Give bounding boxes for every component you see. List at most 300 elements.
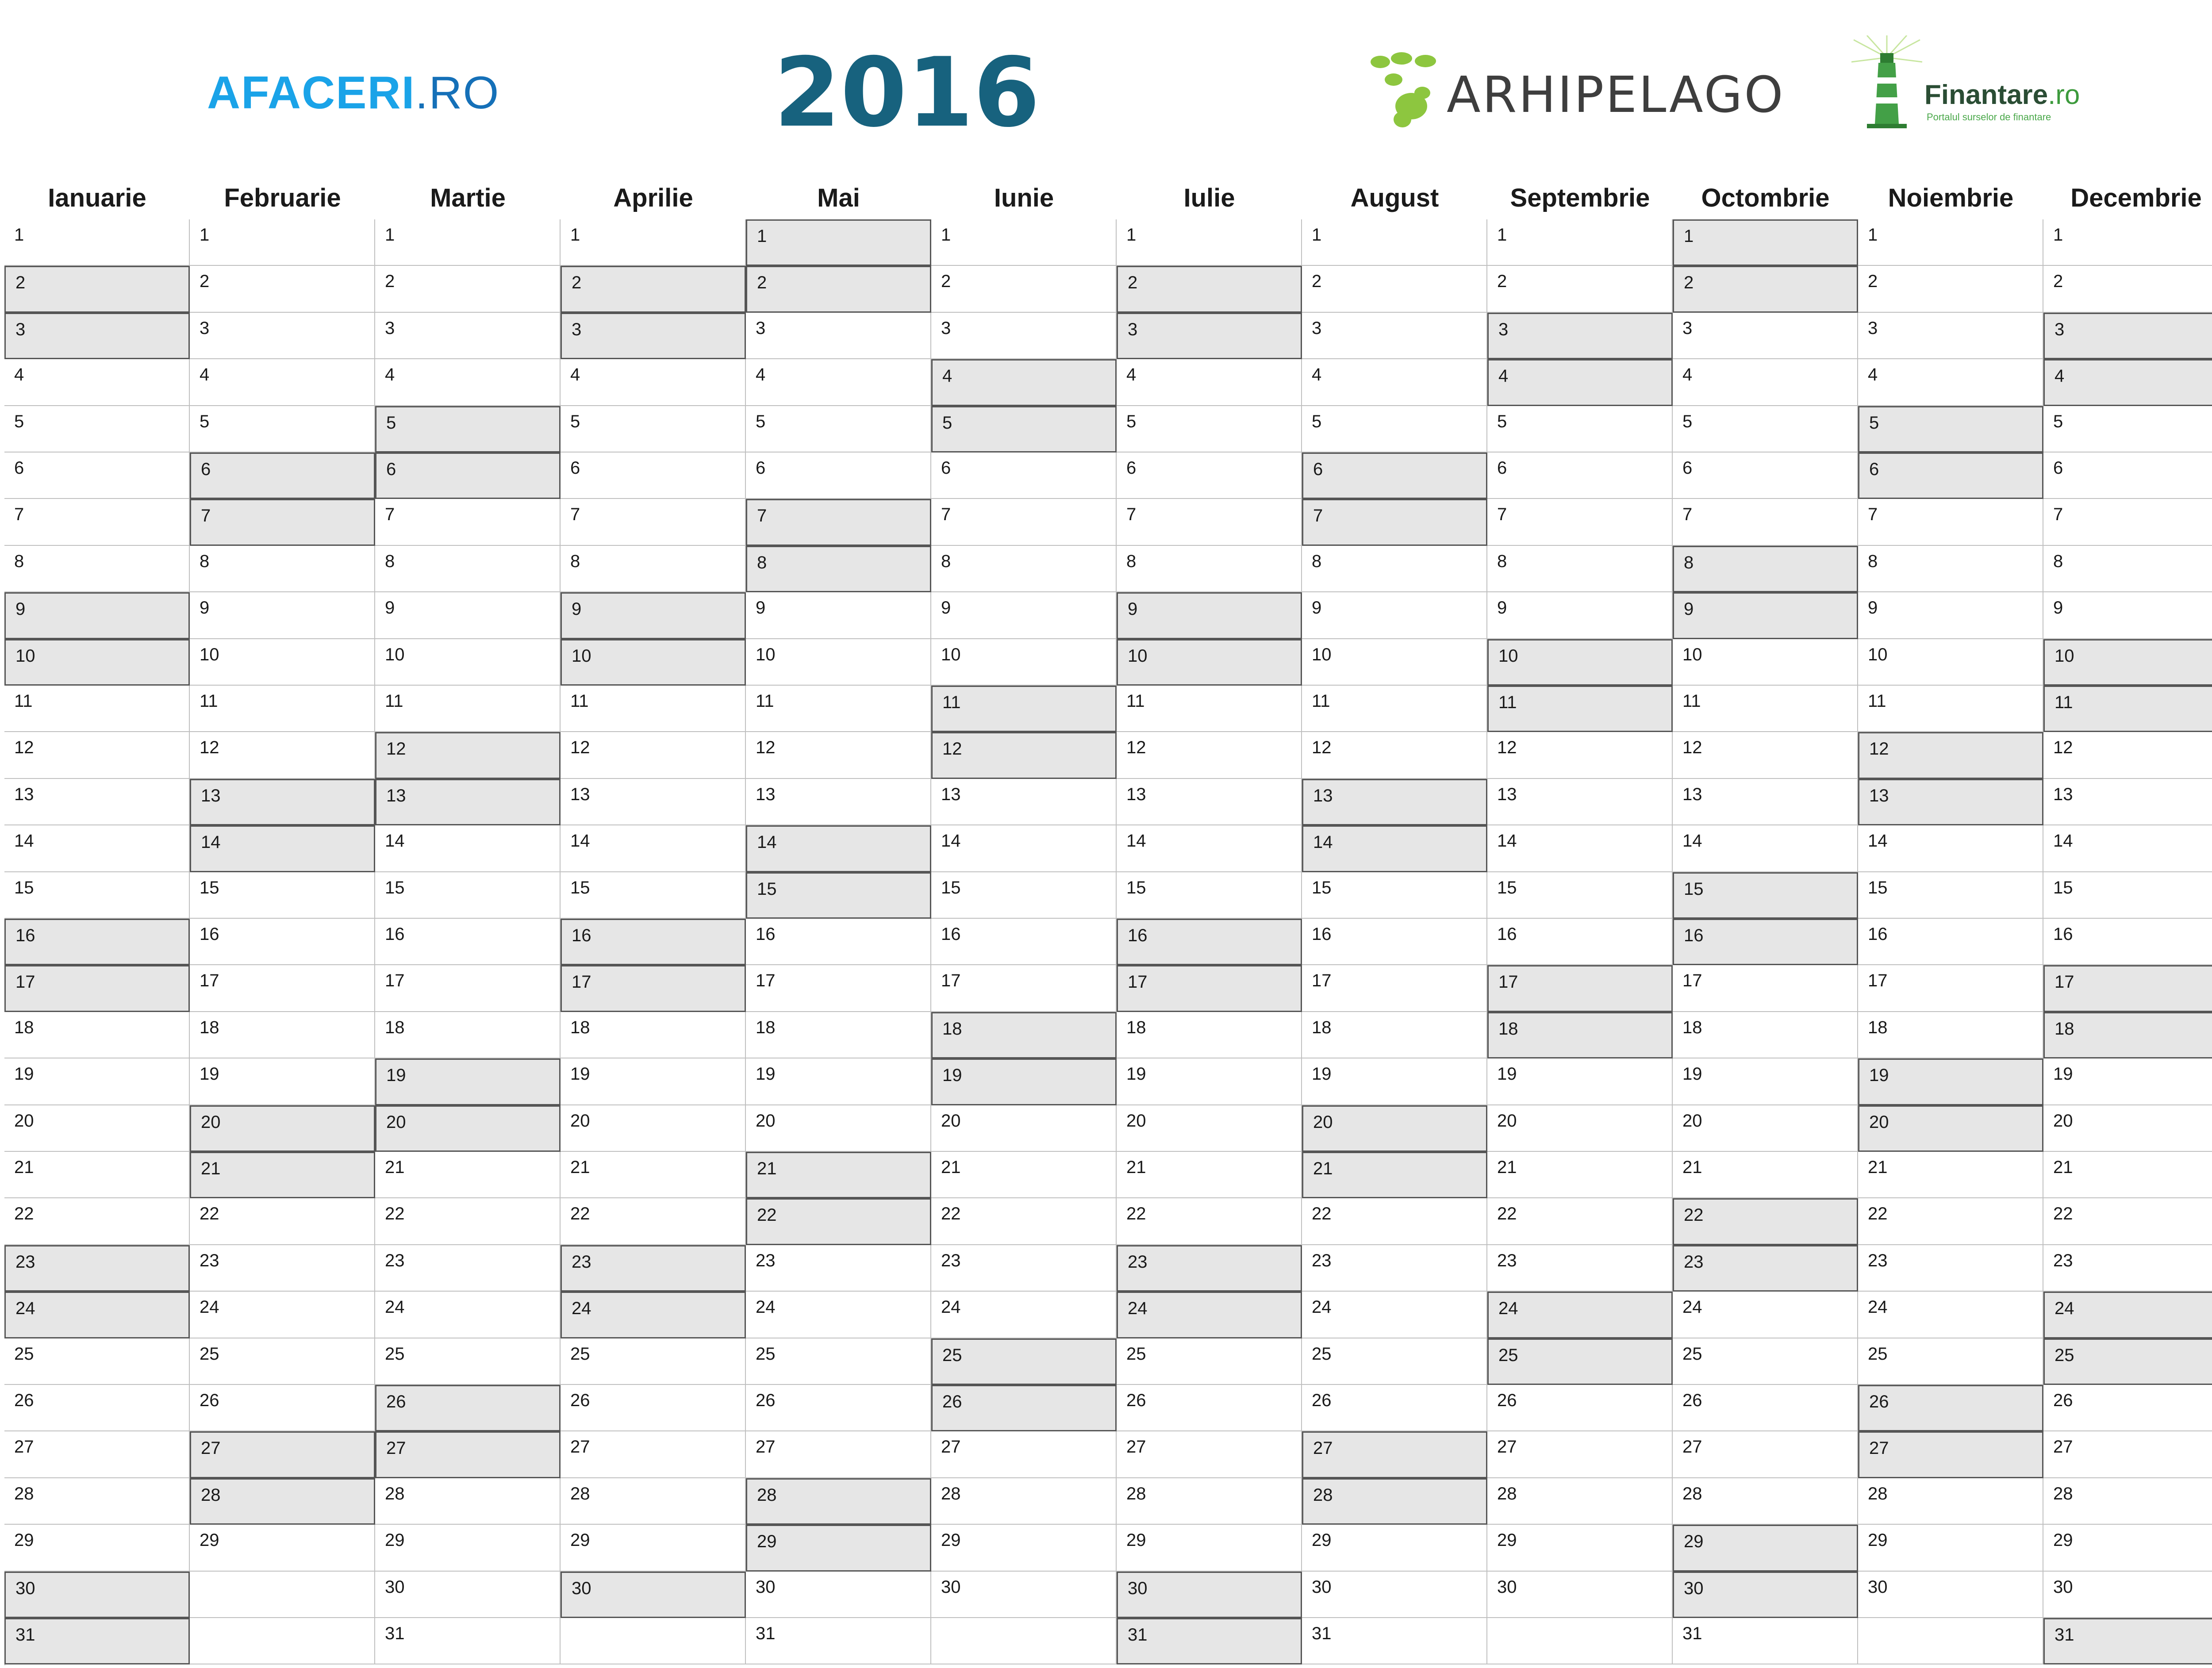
day-cell[interactable] xyxy=(375,639,561,686)
day-cell[interactable] xyxy=(190,686,375,732)
day-cell[interactable] xyxy=(1487,452,1673,499)
day-cell[interactable] xyxy=(2043,359,2212,406)
day-cell[interactable] xyxy=(1858,825,2043,872)
day-cell[interactable] xyxy=(561,639,746,686)
day-cell[interactable] xyxy=(375,1572,561,1618)
day-cell[interactable] xyxy=(1673,1385,1858,1431)
day-cell[interactable] xyxy=(190,1058,375,1105)
day-cell[interactable] xyxy=(1673,1292,1858,1338)
day-cell[interactable] xyxy=(4,1478,190,1525)
day-cell[interactable] xyxy=(1302,639,1487,686)
day-cell[interactable] xyxy=(561,1012,746,1058)
day-cell[interactable] xyxy=(1117,779,1302,825)
day-cell[interactable] xyxy=(1673,1572,1858,1618)
day-cell[interactable] xyxy=(746,1105,931,1152)
day-cell[interactable] xyxy=(931,592,1117,639)
day-cell[interactable] xyxy=(2043,639,2212,686)
day-cell[interactable] xyxy=(1858,1152,2043,1198)
day-cell[interactable] xyxy=(561,1338,746,1385)
day-cell[interactable] xyxy=(1117,1525,1302,1571)
day-cell[interactable] xyxy=(1487,872,1673,919)
day-cell[interactable] xyxy=(1487,1058,1673,1105)
day-cell[interactable] xyxy=(746,313,931,359)
day-cell[interactable] xyxy=(1858,313,2043,359)
day-cell[interactable] xyxy=(4,1245,190,1292)
day-cell[interactable] xyxy=(4,639,190,686)
day-cell[interactable] xyxy=(746,1245,931,1292)
day-cell[interactable] xyxy=(931,732,1117,778)
day-cell[interactable] xyxy=(1487,639,1673,686)
day-cell[interactable] xyxy=(931,825,1117,872)
day-cell[interactable] xyxy=(4,546,190,592)
day-cell[interactable] xyxy=(1858,359,2043,406)
day-cell[interactable] xyxy=(190,219,375,266)
day-cell[interactable] xyxy=(931,546,1117,592)
day-cell[interactable] xyxy=(375,1478,561,1525)
day-cell[interactable] xyxy=(1117,686,1302,732)
day-cell[interactable] xyxy=(375,1198,561,1245)
day-cell[interactable] xyxy=(375,732,561,778)
day-cell[interactable] xyxy=(561,266,746,312)
day-cell[interactable] xyxy=(190,779,375,825)
day-cell[interactable] xyxy=(1302,1338,1487,1385)
day-cell[interactable] xyxy=(1673,872,1858,919)
day-cell[interactable] xyxy=(746,639,931,686)
day-cell[interactable] xyxy=(375,546,561,592)
day-cell[interactable] xyxy=(2043,1105,2212,1152)
day-cell[interactable] xyxy=(1302,919,1487,965)
day-cell[interactable] xyxy=(1673,1012,1858,1058)
day-cell[interactable] xyxy=(4,266,190,312)
day-cell[interactable] xyxy=(1487,359,1673,406)
day-cell[interactable] xyxy=(1858,1525,2043,1571)
day-cell[interactable] xyxy=(1487,1198,1673,1245)
day-cell[interactable] xyxy=(1858,1292,2043,1338)
day-cell[interactable] xyxy=(375,825,561,872)
day-cell[interactable] xyxy=(1487,1245,1673,1292)
day-cell[interactable] xyxy=(1858,592,2043,639)
day-cell[interactable] xyxy=(746,919,931,965)
day-cell[interactable] xyxy=(746,1525,931,1571)
day-cell[interactable] xyxy=(746,965,931,1012)
day-cell[interactable] xyxy=(561,1572,746,1618)
day-cell[interactable] xyxy=(375,1431,561,1478)
day-cell[interactable] xyxy=(4,732,190,778)
day-cell[interactable] xyxy=(375,872,561,919)
day-cell[interactable] xyxy=(375,1245,561,1292)
arhipelago-logo[interactable] xyxy=(1367,49,1785,137)
day-cell[interactable] xyxy=(1117,919,1302,965)
day-cell[interactable] xyxy=(4,1431,190,1478)
finantare-logo[interactable] xyxy=(1849,35,2097,137)
day-cell[interactable] xyxy=(190,1105,375,1152)
day-cell[interactable] xyxy=(375,1338,561,1385)
day-cell[interactable] xyxy=(4,1105,190,1152)
day-cell[interactable] xyxy=(2043,1198,2212,1245)
day-cell[interactable] xyxy=(931,779,1117,825)
day-cell[interactable] xyxy=(2043,779,2212,825)
day-cell[interactable] xyxy=(746,546,931,592)
day-cell[interactable] xyxy=(4,452,190,499)
day-cell[interactable] xyxy=(1673,266,1858,312)
day-cell[interactable] xyxy=(375,1292,561,1338)
day-cell[interactable] xyxy=(931,219,1117,266)
day-cell[interactable] xyxy=(561,313,746,359)
day-cell[interactable] xyxy=(746,1385,931,1431)
day-cell[interactable] xyxy=(375,359,561,406)
day-cell[interactable] xyxy=(746,1431,931,1478)
day-cell[interactable] xyxy=(4,1152,190,1198)
day-cell[interactable] xyxy=(1858,1245,2043,1292)
day-cell[interactable] xyxy=(1117,219,1302,266)
day-cell[interactable] xyxy=(1117,452,1302,499)
day-cell[interactable] xyxy=(746,592,931,639)
day-cell[interactable] xyxy=(2043,1525,2212,1571)
day-cell[interactable] xyxy=(561,406,746,452)
day-cell[interactable] xyxy=(931,1245,1117,1292)
day-cell[interactable] xyxy=(1302,266,1487,312)
day-cell[interactable] xyxy=(931,1478,1117,1525)
day-cell[interactable] xyxy=(190,499,375,545)
day-cell[interactable] xyxy=(1302,1245,1487,1292)
day-cell[interactable] xyxy=(1302,1152,1487,1198)
day-cell[interactable] xyxy=(746,219,931,266)
day-cell[interactable] xyxy=(1673,1152,1858,1198)
day-cell[interactable] xyxy=(561,1431,746,1478)
day-cell[interactable] xyxy=(1673,1478,1858,1525)
day-cell[interactable] xyxy=(2043,965,2212,1012)
day-cell[interactable] xyxy=(4,686,190,732)
day-cell[interactable] xyxy=(931,452,1117,499)
day-cell[interactable] xyxy=(931,639,1117,686)
day-cell[interactable] xyxy=(190,919,375,965)
day-cell[interactable] xyxy=(4,1292,190,1338)
day-cell[interactable] xyxy=(2043,266,2212,312)
day-cell[interactable] xyxy=(1673,779,1858,825)
day-cell[interactable] xyxy=(931,359,1117,406)
day-cell[interactable] xyxy=(561,1292,746,1338)
day-cell[interactable] xyxy=(1487,825,1673,872)
day-cell[interactable] xyxy=(1858,732,2043,778)
day-cell[interactable] xyxy=(1117,359,1302,406)
day-cell[interactable] xyxy=(1117,592,1302,639)
day-cell[interactable] xyxy=(190,406,375,452)
day-cell[interactable] xyxy=(1117,872,1302,919)
day-cell[interactable] xyxy=(2043,1478,2212,1525)
day-cell[interactable] xyxy=(1487,919,1673,965)
day-cell[interactable] xyxy=(4,359,190,406)
day-cell[interactable] xyxy=(4,825,190,872)
day-cell[interactable] xyxy=(2043,872,2212,919)
day-cell[interactable] xyxy=(1302,825,1487,872)
day-cell[interactable] xyxy=(1302,499,1487,545)
day-cell[interactable] xyxy=(1302,1431,1487,1478)
day-cell[interactable] xyxy=(1673,965,1858,1012)
day-cell[interactable] xyxy=(1302,1012,1487,1058)
day-cell[interactable] xyxy=(1117,1338,1302,1385)
day-cell[interactable] xyxy=(375,779,561,825)
day-cell[interactable] xyxy=(1487,1292,1673,1338)
day-cell[interactable] xyxy=(561,592,746,639)
day-cell[interactable] xyxy=(931,686,1117,732)
day-cell[interactable] xyxy=(746,266,931,312)
day-cell[interactable] xyxy=(1487,732,1673,778)
day-cell[interactable] xyxy=(746,1338,931,1385)
day-cell[interactable] xyxy=(2043,1572,2212,1618)
day-cell[interactable] xyxy=(1858,406,2043,452)
day-cell[interactable] xyxy=(1117,1292,1302,1338)
day-cell[interactable] xyxy=(931,872,1117,919)
day-cell[interactable] xyxy=(1673,1431,1858,1478)
day-cell[interactable] xyxy=(561,499,746,545)
day-cell[interactable] xyxy=(931,965,1117,1012)
day-cell[interactable] xyxy=(746,406,931,452)
day-cell[interactable] xyxy=(1487,686,1673,732)
day-cell[interactable] xyxy=(375,266,561,312)
day-cell[interactable] xyxy=(4,1385,190,1431)
afaceri-logo[interactable] xyxy=(207,67,500,119)
day-cell[interactable] xyxy=(2043,1058,2212,1105)
day-cell[interactable] xyxy=(2043,686,2212,732)
day-cell[interactable] xyxy=(1858,779,2043,825)
day-cell[interactable] xyxy=(561,872,746,919)
day-cell[interactable] xyxy=(1302,872,1487,919)
day-cell[interactable] xyxy=(561,1525,746,1571)
day-cell[interactable] xyxy=(4,499,190,545)
day-cell[interactable] xyxy=(190,592,375,639)
day-cell[interactable] xyxy=(1117,1012,1302,1058)
day-cell[interactable] xyxy=(561,732,746,778)
day-cell[interactable] xyxy=(2043,1292,2212,1338)
day-cell[interactable] xyxy=(190,1198,375,1245)
day-cell[interactable] xyxy=(190,872,375,919)
day-cell[interactable] xyxy=(2043,313,2212,359)
day-cell[interactable] xyxy=(375,1012,561,1058)
day-cell[interactable] xyxy=(4,1572,190,1618)
day-cell[interactable] xyxy=(1302,592,1487,639)
day-cell[interactable] xyxy=(1858,686,2043,732)
day-cell[interactable] xyxy=(561,1478,746,1525)
day-cell[interactable] xyxy=(1302,313,1487,359)
day-cell[interactable] xyxy=(2043,1385,2212,1431)
day-cell[interactable] xyxy=(1117,1245,1302,1292)
day-cell[interactable] xyxy=(375,965,561,1012)
day-cell[interactable] xyxy=(1858,965,2043,1012)
day-cell[interactable] xyxy=(931,919,1117,965)
day-cell[interactable] xyxy=(4,1198,190,1245)
day-cell[interactable] xyxy=(561,825,746,872)
day-cell[interactable] xyxy=(1858,499,2043,545)
day-cell[interactable] xyxy=(1858,546,2043,592)
day-cell[interactable] xyxy=(375,1105,561,1152)
day-cell[interactable] xyxy=(2043,919,2212,965)
day-cell[interactable] xyxy=(931,1198,1117,1245)
day-cell[interactable] xyxy=(1487,1525,1673,1571)
day-cell[interactable] xyxy=(1302,686,1487,732)
day-cell[interactable] xyxy=(375,1058,561,1105)
day-cell[interactable] xyxy=(1117,825,1302,872)
day-cell[interactable] xyxy=(190,452,375,499)
day-cell[interactable] xyxy=(1302,732,1487,778)
day-cell[interactable] xyxy=(2043,452,2212,499)
day-cell[interactable] xyxy=(931,1385,1117,1431)
day-cell[interactable] xyxy=(746,452,931,499)
day-cell[interactable] xyxy=(1302,965,1487,1012)
day-cell[interactable] xyxy=(746,499,931,545)
day-cell[interactable] xyxy=(931,1525,1117,1571)
day-cell[interactable] xyxy=(2043,219,2212,266)
day-cell[interactable] xyxy=(190,1012,375,1058)
day-cell[interactable] xyxy=(1673,1618,1858,1664)
day-cell[interactable] xyxy=(190,313,375,359)
day-cell[interactable] xyxy=(931,1292,1117,1338)
day-cell[interactable] xyxy=(190,359,375,406)
day-cell[interactable] xyxy=(2043,1431,2212,1478)
day-cell[interactable] xyxy=(4,779,190,825)
day-cell[interactable] xyxy=(1302,546,1487,592)
day-cell[interactable] xyxy=(746,359,931,406)
day-cell[interactable] xyxy=(1487,1105,1673,1152)
day-cell[interactable] xyxy=(4,872,190,919)
day-cell[interactable] xyxy=(931,1105,1117,1152)
day-cell[interactable] xyxy=(2043,1152,2212,1198)
day-cell[interactable] xyxy=(1302,1198,1487,1245)
day-cell[interactable] xyxy=(1302,1572,1487,1618)
day-cell[interactable] xyxy=(746,779,931,825)
day-cell[interactable] xyxy=(1487,266,1673,312)
day-cell[interactable] xyxy=(1302,1292,1487,1338)
day-cell[interactable] xyxy=(1117,1152,1302,1198)
day-cell[interactable] xyxy=(4,406,190,452)
day-cell[interactable] xyxy=(1673,219,1858,266)
day-cell[interactable] xyxy=(190,266,375,312)
day-cell[interactable] xyxy=(1858,1012,2043,1058)
day-cell[interactable] xyxy=(375,1152,561,1198)
day-cell[interactable] xyxy=(746,1058,931,1105)
day-cell[interactable] xyxy=(375,313,561,359)
day-cell[interactable] xyxy=(1302,1525,1487,1571)
day-cell[interactable] xyxy=(1487,219,1673,266)
day-cell[interactable] xyxy=(4,1338,190,1385)
day-cell[interactable] xyxy=(190,1431,375,1478)
day-cell[interactable] xyxy=(2043,1618,2212,1664)
day-cell[interactable] xyxy=(4,592,190,639)
day-cell[interactable] xyxy=(1302,1385,1487,1431)
day-cell[interactable] xyxy=(1117,1105,1302,1152)
day-cell[interactable] xyxy=(1117,965,1302,1012)
day-cell[interactable] xyxy=(1487,406,1673,452)
day-cell[interactable] xyxy=(2043,1245,2212,1292)
day-cell[interactable] xyxy=(746,686,931,732)
day-cell[interactable] xyxy=(1302,452,1487,499)
day-cell[interactable] xyxy=(1117,1385,1302,1431)
day-cell[interactable] xyxy=(746,732,931,778)
day-cell[interactable] xyxy=(4,1525,190,1571)
day-cell[interactable] xyxy=(1673,1245,1858,1292)
day-cell[interactable] xyxy=(561,452,746,499)
day-cell[interactable] xyxy=(1487,546,1673,592)
day-cell[interactable] xyxy=(1858,219,2043,266)
day-cell[interactable] xyxy=(746,1152,931,1198)
day-cell[interactable] xyxy=(1487,313,1673,359)
day-cell[interactable] xyxy=(2043,1012,2212,1058)
day-cell[interactable] xyxy=(931,313,1117,359)
day-cell[interactable] xyxy=(1673,406,1858,452)
day-cell[interactable] xyxy=(1673,1105,1858,1152)
day-cell[interactable] xyxy=(1302,1105,1487,1152)
day-cell[interactable] xyxy=(190,1478,375,1525)
day-cell[interactable] xyxy=(375,499,561,545)
day-cell[interactable] xyxy=(561,1058,746,1105)
day-cell[interactable] xyxy=(931,1338,1117,1385)
day-cell[interactable] xyxy=(931,266,1117,312)
day-cell[interactable] xyxy=(1117,406,1302,452)
day-cell[interactable] xyxy=(1858,1105,2043,1152)
day-cell[interactable] xyxy=(931,1431,1117,1478)
day-cell[interactable] xyxy=(1673,592,1858,639)
day-cell[interactable] xyxy=(1858,452,2043,499)
day-cell[interactable] xyxy=(1117,546,1302,592)
day-cell[interactable] xyxy=(1117,639,1302,686)
day-cell[interactable] xyxy=(561,219,746,266)
day-cell[interactable] xyxy=(1858,1431,2043,1478)
day-cell[interactable] xyxy=(1858,1478,2043,1525)
day-cell[interactable] xyxy=(1302,406,1487,452)
day-cell[interactable] xyxy=(1673,1198,1858,1245)
day-cell[interactable] xyxy=(561,965,746,1012)
day-cell[interactable] xyxy=(1673,639,1858,686)
day-cell[interactable] xyxy=(746,1618,931,1664)
day-cell[interactable] xyxy=(1487,592,1673,639)
day-cell[interactable] xyxy=(1487,1572,1673,1618)
day-cell[interactable] xyxy=(1302,1058,1487,1105)
day-cell[interactable] xyxy=(1673,452,1858,499)
day-cell[interactable] xyxy=(1117,732,1302,778)
day-cell[interactable] xyxy=(746,1478,931,1525)
day-cell[interactable] xyxy=(1858,639,2043,686)
day-cell[interactable] xyxy=(190,965,375,1012)
day-cell[interactable] xyxy=(2043,406,2212,452)
day-cell[interactable] xyxy=(1487,965,1673,1012)
day-cell[interactable] xyxy=(1858,1338,2043,1385)
day-cell[interactable] xyxy=(4,965,190,1012)
day-cell[interactable] xyxy=(1673,313,1858,359)
day-cell[interactable] xyxy=(931,1058,1117,1105)
day-cell[interactable] xyxy=(931,499,1117,545)
day-cell[interactable] xyxy=(1117,1198,1302,1245)
day-cell[interactable] xyxy=(375,919,561,965)
day-cell[interactable] xyxy=(1302,1618,1487,1664)
day-cell[interactable] xyxy=(190,1338,375,1385)
day-cell[interactable] xyxy=(190,639,375,686)
day-cell[interactable] xyxy=(561,1105,746,1152)
day-cell[interactable] xyxy=(4,313,190,359)
day-cell[interactable] xyxy=(1673,546,1858,592)
day-cell[interactable] xyxy=(4,1012,190,1058)
day-cell[interactable] xyxy=(375,686,561,732)
day-cell[interactable] xyxy=(931,1152,1117,1198)
day-cell[interactable] xyxy=(4,919,190,965)
day-cell[interactable] xyxy=(375,1525,561,1571)
day-cell[interactable] xyxy=(1302,779,1487,825)
day-cell[interactable] xyxy=(4,1618,190,1664)
day-cell[interactable] xyxy=(1673,686,1858,732)
day-cell[interactable] xyxy=(1117,313,1302,359)
day-cell[interactable] xyxy=(1117,266,1302,312)
day-cell[interactable] xyxy=(1117,1431,1302,1478)
day-cell[interactable] xyxy=(190,1525,375,1571)
day-cell[interactable] xyxy=(190,1385,375,1431)
